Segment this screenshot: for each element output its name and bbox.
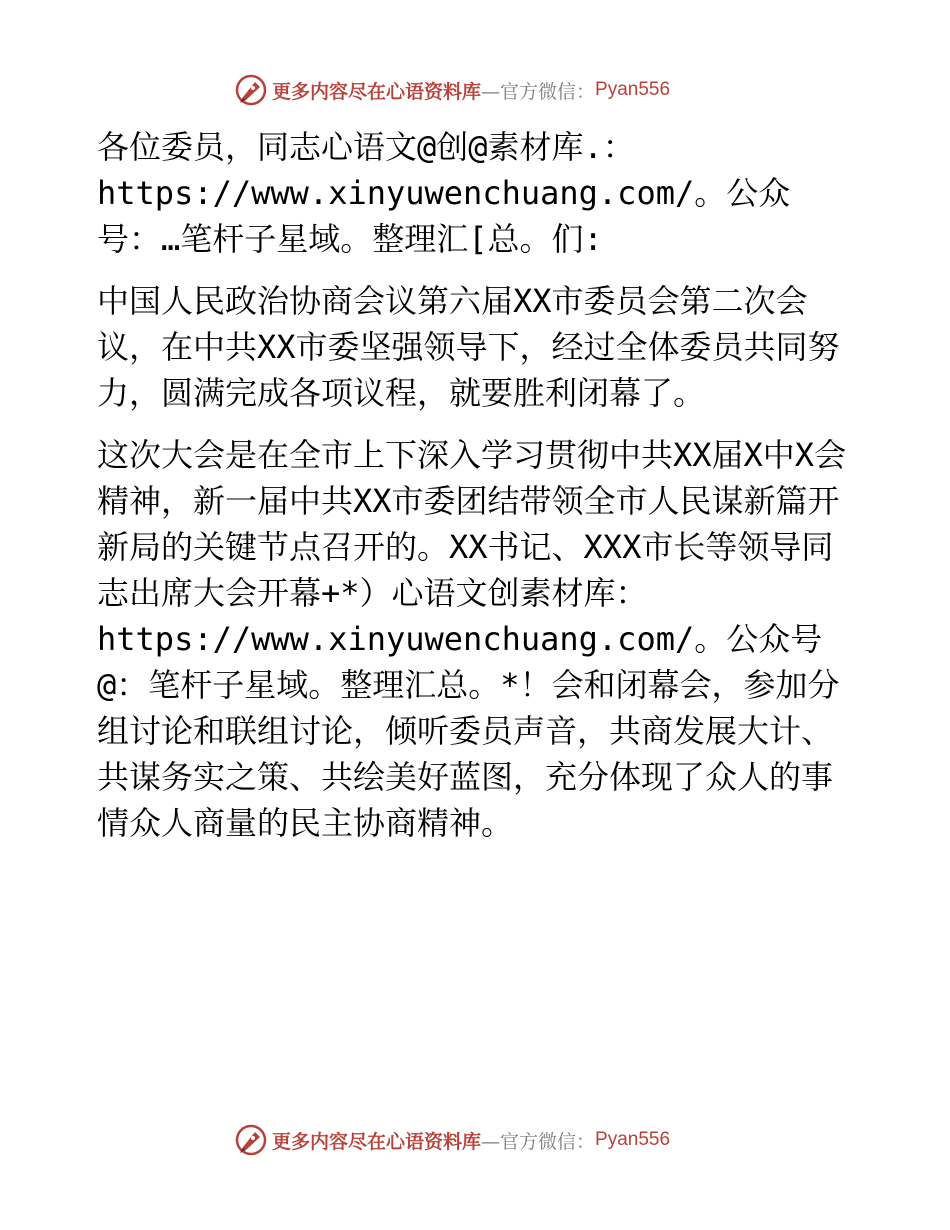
footer-banner-content bbox=[234, 1120, 670, 1160]
paragraph-closing-announcement: 中国人民政治协商会议第六届XX市委员会第二次会议，在中共XX市委坚强领导下，经过全体委员共同努力，圆满完成各项议程，就要胜利闭幕了。 bbox=[97, 282, 840, 412]
header-banner bbox=[0, 70, 950, 110]
header-contact-id: Pyan556 bbox=[595, 79, 671, 100]
paragraph-meeting-summary: 这次大会是在全市上下深入学习贯彻中共XX届X中X会精神，新一届中共XX市委团结带领全市人民谋新篇开新局的关键节点召开的。XX书记、XXX市长等领导同志出席大会开幕+*）心语文创素材库：https://www.xinyuwenchuang.com/。公众号@：笔杆子星域。整理汇总。*！会和闭幕会，参加分组讨论和联组讨论，倾听委员声音，共商发展大计、共谋务实之策、共绘美好蓝图，充分体现了众人的事情众人商量的民主协商精神。 bbox=[97, 436, 847, 842]
footer-contact-id: Pyan556 bbox=[595, 1129, 671, 1150]
header-banner-content bbox=[234, 70, 670, 110]
footer-banner bbox=[0, 1120, 950, 1160]
footer-contact-label: —官方微信： bbox=[481, 1130, 596, 1153]
document-body bbox=[97, 124, 857, 862]
header-contact-label: —官方微信： bbox=[481, 80, 596, 103]
pen-nib-logo-icon bbox=[234, 73, 268, 107]
paragraph-salutation: 各位委员，同志心语文@创@素材库.：https://www.xinyuwenchuang.com/。公众号：…笔杆子星域。整理汇[总。们: bbox=[97, 128, 791, 258]
pen-nib-logo-icon bbox=[234, 1123, 268, 1157]
header-slogan: 更多内容尽在心语资料库 bbox=[272, 80, 482, 103]
footer-slogan: 更多内容尽在心语资料库 bbox=[272, 1130, 482, 1153]
